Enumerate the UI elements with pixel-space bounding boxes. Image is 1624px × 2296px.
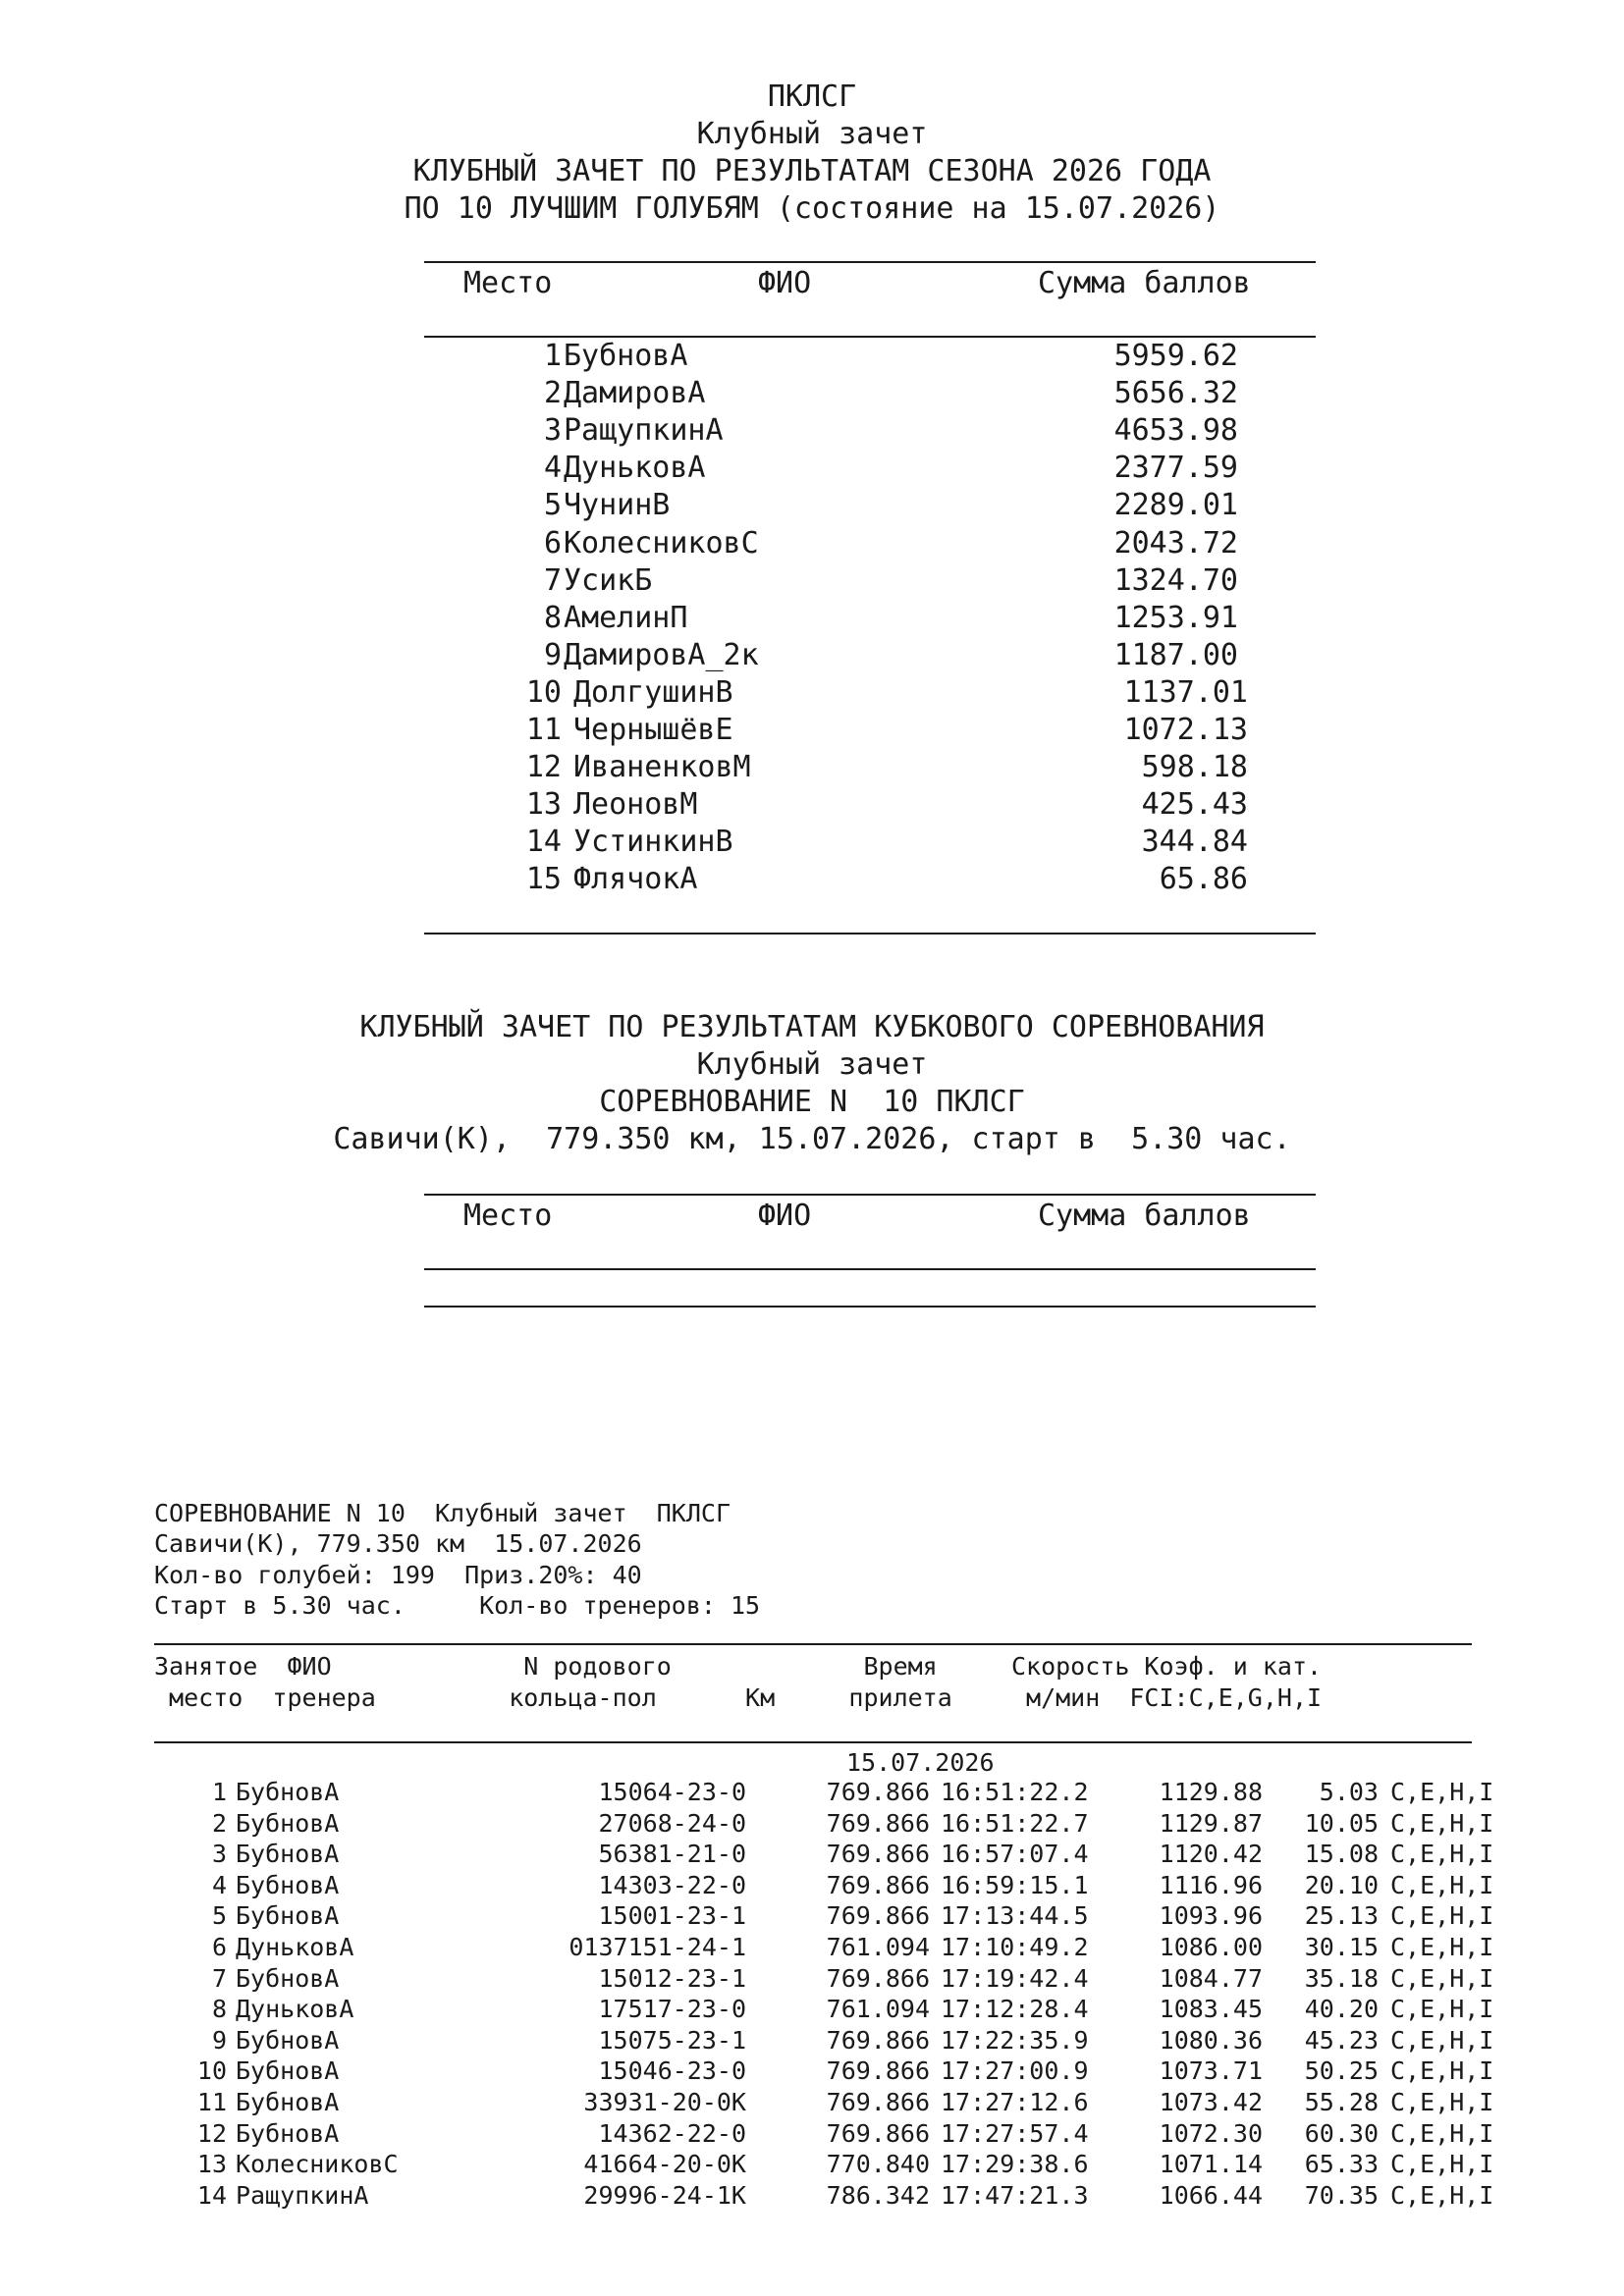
season-name: КолесниковС xyxy=(564,525,759,561)
cell-ring: 33931-20-0К xyxy=(583,2088,746,2116)
cell-ring: 17517-23-0 xyxy=(598,1995,746,2024)
table-row xyxy=(0,2150,1624,2181)
season-name: БубновА xyxy=(564,339,688,373)
cell-name: КолесниковС xyxy=(236,2150,399,2179)
cell-place: 1 xyxy=(211,1778,227,1806)
table-row xyxy=(424,563,1316,601)
cell-cat: C,E,H,I xyxy=(1390,2180,1494,2210)
season-place: 5 xyxy=(543,488,562,523)
table-row xyxy=(0,1995,1624,2026)
table-row xyxy=(424,376,1316,413)
cell-coef: 60.30 xyxy=(1304,2118,1379,2148)
table-row xyxy=(424,601,1316,638)
cell-km: 769.866 xyxy=(826,1870,930,1899)
cell-coef: 30.15 xyxy=(1304,1933,1379,1961)
table-row xyxy=(0,1964,1624,1996)
cup-header-name: ФИО xyxy=(758,1199,812,1233)
cup-title-3: СОРЕВНОВАНИЕ N 10 ПКЛСГ xyxy=(599,1085,1025,1119)
cell-name: БубновА xyxy=(236,1778,340,1806)
cell-time: 17:27:12.6 xyxy=(941,2088,1089,2116)
cell-name: ДуньковА xyxy=(236,1933,354,1961)
table-row xyxy=(424,825,1316,862)
cell-cat: C,E,H,I xyxy=(1390,1933,1494,1961)
competition-date-label: 15.07.2026 xyxy=(846,1748,995,1777)
table-row xyxy=(0,2056,1624,2088)
cell-time: 17:22:35.9 xyxy=(941,2025,1089,2055)
cell-cat: C,E,H,I xyxy=(1390,2088,1494,2116)
season-place: 9 xyxy=(543,637,562,672)
cup-title-4: Савичи(К), 779.350 км, 15.07.2026, старт в 5.30 час. xyxy=(333,1122,1291,1156)
season-score: 1187.00 xyxy=(1113,637,1238,672)
season-table xyxy=(424,339,1316,908)
cell-name: БубновА xyxy=(236,1901,340,1931)
table-row xyxy=(424,713,1316,750)
competition-info-4: Старт в 5.30 час. Кол-во тренеров: 15 xyxy=(154,1591,761,1620)
table-row xyxy=(0,1901,1624,1933)
divider xyxy=(154,1643,1472,1645)
season-name: ЛеоновМ xyxy=(573,787,698,823)
cup-header-score: Сумма баллов xyxy=(1038,1199,1251,1233)
cell-ring: 27068-24-0 xyxy=(598,1808,746,1838)
cell-km: 769.866 xyxy=(826,1778,930,1806)
divider xyxy=(424,336,1316,338)
cell-cat: C,E,H,I xyxy=(1390,2056,1494,2086)
cell-name: БубновА xyxy=(236,2088,340,2116)
cell-name: БубновА xyxy=(236,1963,340,1993)
cell-cat: C,E,H,I xyxy=(1390,1808,1494,1838)
cell-time: 16:57:07.4 xyxy=(941,1840,1089,1869)
cell-place: 9 xyxy=(211,2025,227,2055)
season-name: ДамировА xyxy=(564,376,706,411)
divider xyxy=(424,261,1316,263)
cell-place: 8 xyxy=(211,1995,227,2024)
divider xyxy=(424,1268,1316,1270)
season-name: ИваненковМ xyxy=(573,750,751,785)
divider xyxy=(424,1194,1316,1196)
cell-name: БубновА xyxy=(236,1840,340,1869)
cell-speed: 1084.77 xyxy=(1159,1963,1263,1993)
cell-time: 17:29:38.6 xyxy=(941,2150,1089,2179)
season-place: 4 xyxy=(543,451,562,486)
season-name: ДамировА_2к xyxy=(564,637,759,672)
cell-cat: C,E,H,I xyxy=(1390,1840,1494,1869)
season-score: 2043.72 xyxy=(1113,525,1238,561)
cell-speed: 1080.36 xyxy=(1159,2025,1263,2055)
table-row xyxy=(424,451,1316,488)
cell-km: 770.840 xyxy=(826,2150,930,2179)
season-name: АмелинП xyxy=(564,600,688,635)
table-row xyxy=(0,1809,1624,1841)
cell-place: 5 xyxy=(211,1901,227,1931)
season-score: 2289.01 xyxy=(1113,488,1238,523)
season-name: ДуньковА xyxy=(564,451,706,486)
cell-cat: C,E,H,I xyxy=(1390,1901,1494,1931)
season-score: 2377.59 xyxy=(1113,451,1238,486)
cell-coef: 25.13 xyxy=(1304,1901,1379,1931)
season-score: 425.43 xyxy=(1141,787,1248,823)
cell-ring: 29996-24-1К xyxy=(583,2180,746,2210)
season-place: 10 xyxy=(525,674,562,710)
cell-ring: 41664-20-0К xyxy=(583,2150,746,2179)
cell-name: БубновА xyxy=(236,2025,340,2055)
cell-speed: 1072.30 xyxy=(1159,2118,1263,2148)
cell-coef: 10.05 xyxy=(1304,1808,1379,1838)
table-row xyxy=(424,787,1316,825)
season-name: ДолгушинВ xyxy=(573,674,733,710)
table-row xyxy=(0,1933,1624,1964)
cell-name: ДуньковА xyxy=(236,1995,354,2024)
cell-time: 17:19:42.4 xyxy=(941,1963,1089,1993)
cell-speed: 1071.14 xyxy=(1159,2150,1263,2179)
cell-ring: 14362-22-0 xyxy=(598,2118,746,2148)
cell-place: 3 xyxy=(211,1840,227,1869)
cell-cat: C,E,H,I xyxy=(1390,1963,1494,1993)
table-row xyxy=(424,675,1316,713)
cell-time: 16:59:15.1 xyxy=(941,1870,1089,1899)
table-row xyxy=(424,339,1316,376)
cell-coef: 15.08 xyxy=(1304,1840,1379,1869)
cell-time: 17:47:21.3 xyxy=(941,2180,1089,2210)
cup-title-1: КЛУБНЫЙ ЗАЧЕТ ПО РЕЗУЛЬТАТАМ КУБКОВОГО СОРЕВНОВАНИЯ xyxy=(359,1010,1265,1044)
table-row xyxy=(424,413,1316,451)
competition-info-3: Кол-во голубей: 199 Приз.20%: 40 xyxy=(154,1561,642,1589)
cell-km: 786.342 xyxy=(826,2180,930,2210)
cell-time: 17:12:28.4 xyxy=(941,1995,1089,2024)
cell-cat: C,E,H,I xyxy=(1390,1995,1494,2024)
season-header-name: ФИО xyxy=(758,266,812,300)
season-place: 1 xyxy=(543,339,562,373)
table-row xyxy=(424,750,1316,787)
season-header-score: Сумма баллов xyxy=(1038,266,1251,300)
cell-place: 7 xyxy=(211,1963,227,1993)
cell-place: 13 xyxy=(196,2150,227,2179)
cell-place: 14 xyxy=(196,2180,227,2210)
cell-place: 10 xyxy=(196,2056,227,2086)
table-row xyxy=(424,526,1316,563)
cell-coef: 35.18 xyxy=(1304,1963,1379,1993)
cell-km: 769.866 xyxy=(826,2056,930,2086)
cell-speed: 1083.45 xyxy=(1159,1995,1263,2024)
season-score: 1137.01 xyxy=(1123,674,1248,710)
cell-km: 769.866 xyxy=(826,2118,930,2148)
cell-km: 769.866 xyxy=(826,1840,930,1869)
cell-place: 2 xyxy=(211,1808,227,1838)
season-place: 13 xyxy=(525,787,562,823)
season-score: 344.84 xyxy=(1141,825,1248,860)
cell-speed: 1086.00 xyxy=(1159,1933,1263,1961)
season-score: 65.86 xyxy=(1159,862,1248,897)
season-place: 14 xyxy=(525,825,562,860)
season-place: 3 xyxy=(543,413,562,449)
cell-km: 769.866 xyxy=(826,2025,930,2055)
season-place: 8 xyxy=(543,600,562,635)
season-score: 5959.62 xyxy=(1113,339,1238,373)
season-score: 5656.32 xyxy=(1113,376,1238,411)
cell-speed: 1073.42 xyxy=(1159,2088,1263,2116)
cell-coef: 55.28 xyxy=(1304,2088,1379,2116)
season-name: УсикБ xyxy=(564,562,653,598)
cell-coef: 50.25 xyxy=(1304,2056,1379,2086)
season-place: 12 xyxy=(525,750,562,785)
cell-speed: 1129.87 xyxy=(1159,1808,1263,1838)
season-name: РащупкинА xyxy=(564,413,724,449)
cell-speed: 1093.96 xyxy=(1159,1901,1263,1931)
cell-name: БубновА xyxy=(236,2056,340,2086)
cell-name: БубновА xyxy=(236,1870,340,1899)
cell-ring: 15075-23-1 xyxy=(598,2025,746,2055)
table-row xyxy=(0,2119,1624,2151)
cell-km: 769.866 xyxy=(826,1963,930,1993)
cell-km: 769.866 xyxy=(826,1901,930,1931)
cell-speed: 1129.88 xyxy=(1159,1778,1263,1806)
table-row xyxy=(424,638,1316,675)
season-place: 7 xyxy=(543,562,562,598)
season-name: ФлячокА xyxy=(573,862,698,897)
cell-ring: 15012-23-1 xyxy=(598,1963,746,1993)
divider xyxy=(154,1741,1472,1743)
cell-time: 16:51:22.7 xyxy=(941,1808,1089,1838)
cell-km: 769.866 xyxy=(826,1808,930,1838)
cell-speed: 1116.96 xyxy=(1159,1870,1263,1899)
cup-header-place: Место xyxy=(463,1199,553,1233)
table-row xyxy=(0,1840,1624,1871)
competition-info-2: Савичи(К), 779.350 км 15.07.2026 xyxy=(154,1529,642,1558)
cell-cat: C,E,H,I xyxy=(1390,1778,1494,1806)
competition-header-line-1: Занятое ФИО N родового Время Скорость Коэф. и кат. xyxy=(154,1652,1323,1681)
season-title-2: Клубный зачет xyxy=(696,117,928,151)
season-title-4: ПО 10 ЛУЧШИМ ГОЛУБЯМ (состояние на 15.07.2026) xyxy=(404,191,1220,226)
table-row xyxy=(0,1871,1624,1902)
table-row xyxy=(0,1778,1624,1809)
cup-title-2: Клубный зачет xyxy=(696,1047,928,1082)
season-place: 6 xyxy=(543,525,562,561)
cell-ring: 15064-23-0 xyxy=(598,1778,746,1806)
season-score: 1324.70 xyxy=(1113,562,1238,598)
cell-speed: 1073.71 xyxy=(1159,2056,1263,2086)
season-score: 4653.98 xyxy=(1113,413,1238,449)
cell-place: 12 xyxy=(196,2118,227,2148)
cell-name: БубновА xyxy=(236,2118,340,2148)
cell-cat: C,E,H,I xyxy=(1390,2150,1494,2179)
cell-place: 11 xyxy=(196,2088,227,2116)
cell-ring: 14303-22-0 xyxy=(598,1870,746,1899)
cell-coef: 70.35 xyxy=(1304,2180,1379,2210)
season-score: 1072.13 xyxy=(1123,713,1248,747)
season-header-place: Место xyxy=(463,266,553,300)
cell-time: 17:27:57.4 xyxy=(941,2118,1089,2148)
cell-km: 761.094 xyxy=(826,1995,930,2024)
cell-time: 17:27:00.9 xyxy=(941,2056,1089,2086)
cell-speed: 1120.42 xyxy=(1159,1840,1263,1869)
season-place: 11 xyxy=(525,713,562,747)
cell-ring: 56381-21-0 xyxy=(598,1840,746,1869)
season-place: 2 xyxy=(543,376,562,411)
divider xyxy=(424,1306,1316,1308)
cell-name: БубновА xyxy=(236,1808,340,1838)
cell-time: 16:51:22.2 xyxy=(941,1778,1089,1806)
cell-coef: 45.23 xyxy=(1304,2025,1379,2055)
table-row xyxy=(424,488,1316,525)
cell-cat: C,E,H,I xyxy=(1390,2118,1494,2148)
competition-header-line-2: место тренера кольца-пол Км прилета м/мин FCI:C,E,G,H,I xyxy=(154,1683,1323,1712)
season-name: ЧунинВ xyxy=(564,488,671,523)
table-row xyxy=(0,2088,1624,2119)
cell-km: 761.094 xyxy=(826,1933,930,1961)
cell-time: 17:10:49.2 xyxy=(941,1933,1089,1961)
season-score: 598.18 xyxy=(1141,750,1248,785)
cell-time: 17:13:44.5 xyxy=(941,1901,1089,1931)
cell-speed: 1066.44 xyxy=(1159,2180,1263,2210)
cell-place: 4 xyxy=(211,1870,227,1899)
cell-km: 769.866 xyxy=(826,2088,930,2116)
cell-ring: 15046-23-0 xyxy=(598,2056,746,2086)
cell-coef: 20.10 xyxy=(1304,1870,1379,1899)
table-row xyxy=(0,2026,1624,2057)
season-name: ЧернышёвЕ xyxy=(573,713,733,747)
season-title-3: КЛУБНЫЙ ЗАЧЕТ ПО РЕЗУЛЬТАТАМ СЕЗОНА 2026 ГОДА xyxy=(412,154,1212,188)
table-row xyxy=(0,2181,1624,2213)
season-score: 1253.91 xyxy=(1113,600,1238,635)
season-name: УстинкинВ xyxy=(573,825,733,860)
cell-ring: 15001-23-1 xyxy=(598,1901,746,1931)
divider xyxy=(424,933,1316,934)
season-title-1: ПКЛСГ xyxy=(767,80,857,114)
cell-ring: 0137151-24-1 xyxy=(568,1933,746,1961)
cell-coef: 65.33 xyxy=(1304,2150,1379,2179)
cell-coef: 40.20 xyxy=(1304,1995,1379,2024)
cell-cat: C,E,H,I xyxy=(1390,1870,1494,1899)
competition-info-1: СОРЕВНОВАНИЕ N 10 Клубный зачет ПКЛСГ xyxy=(154,1499,731,1527)
season-place: 15 xyxy=(525,862,562,897)
cell-name: РащупкинА xyxy=(236,2180,369,2210)
cell-coef: 5.03 xyxy=(1319,1778,1379,1806)
cell-place: 6 xyxy=(211,1933,227,1961)
table-row xyxy=(424,862,1316,899)
cell-cat: C,E,H,I xyxy=(1390,2025,1494,2055)
